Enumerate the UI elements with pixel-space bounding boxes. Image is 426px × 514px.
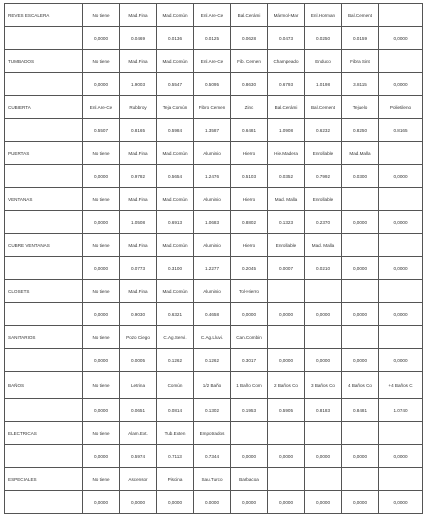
factor-value: 0.1262 — [157, 349, 194, 372]
option-label: 1/2 Baño — [194, 372, 231, 399]
section-value-row — [5, 165, 423, 188]
option-label — [342, 468, 379, 491]
factor-value: 0,0000 — [120, 491, 157, 514]
option-label: No tiene — [83, 326, 120, 349]
factor-value: 0.0136 — [157, 27, 194, 50]
factor-value: 0.0469 — [120, 27, 157, 50]
factor-value: 1.3587 — [194, 119, 231, 142]
option-label: Aluminio — [194, 188, 231, 211]
factor-value: 0.0773 — [120, 257, 157, 280]
option-label — [379, 4, 423, 27]
factor-value: 0.6321 — [157, 303, 194, 326]
option-label: Letrina — [120, 372, 157, 399]
factor-value: 0,0000 — [231, 445, 268, 468]
section-name: CUBRE VENTANAS — [5, 234, 83, 257]
empty-cell — [5, 349, 83, 372]
option-label: Mad.Fina — [120, 142, 157, 165]
option-label: Ascensor — [120, 468, 157, 491]
factor-value: 0,0000 — [157, 491, 194, 514]
factor-value: 0,0000 — [83, 165, 120, 188]
option-label: Barbacoa — [231, 468, 268, 491]
option-label: Bal.Cerámi — [231, 4, 268, 27]
section-value-row — [5, 303, 423, 326]
option-label: Empotrados — [194, 422, 231, 445]
option-label: Bal.Cerámi — [268, 96, 305, 119]
factor-value: 0,0000 — [83, 303, 120, 326]
option-label: Tub.Exten — [157, 422, 194, 445]
section-label-row — [5, 188, 423, 211]
factor-value: 0,0000 — [83, 491, 120, 514]
option-label: No tiene — [83, 142, 120, 165]
option-label — [379, 326, 423, 349]
factor-value: 0,0000 — [305, 349, 342, 372]
factor-value: 0.8630 — [231, 73, 268, 96]
factor-value: 1.0508 — [120, 211, 157, 234]
option-label: Tejuelo — [342, 96, 379, 119]
factor-value: 0.0159 — [342, 27, 379, 50]
factor-value: 0,0000 — [379, 211, 423, 234]
factor-value: 1.2277 — [194, 257, 231, 280]
option-label: Zinc — [231, 96, 268, 119]
section-name: VENTANAS — [5, 188, 83, 211]
factor-value: 0.8250 — [342, 119, 379, 142]
section-name: SANITARIOS — [5, 326, 83, 349]
factor-value: 0.9782 — [120, 165, 157, 188]
factor-value: 1.9003 — [120, 73, 157, 96]
section-label-row — [5, 50, 423, 73]
option-label — [342, 422, 379, 445]
option-label: No tiene — [83, 50, 120, 73]
option-label: Mad. Malla — [268, 188, 305, 211]
option-label: No tiene — [83, 4, 120, 27]
factor-value: 0.8165 — [379, 119, 423, 142]
option-label: Pozo Ciego — [120, 326, 157, 349]
option-label — [268, 326, 305, 349]
option-label — [379, 280, 423, 303]
option-label: Mad.Fina — [120, 188, 157, 211]
option-label: Enrollable — [305, 188, 342, 211]
factor-value: 0,0000 — [231, 303, 268, 326]
option-label: 4 Baños Co — [342, 372, 379, 399]
option-label — [305, 280, 342, 303]
empty-cell — [5, 73, 83, 96]
option-label: Alam.Ext. — [120, 422, 157, 445]
factor-value: 0,0000 — [83, 257, 120, 280]
option-label: Piscina — [157, 468, 194, 491]
option-label: +4 Baños C — [379, 372, 423, 399]
factor-value: 0,0000 — [379, 349, 423, 372]
factor-value: 0.0005 — [120, 349, 157, 372]
factor-value: 0,0000 — [83, 349, 120, 372]
empty-cell — [5, 257, 83, 280]
factor-value: 0,0000 — [83, 399, 120, 422]
section-value-row — [5, 399, 423, 422]
section-value-row — [5, 491, 423, 514]
factor-value: 1.0908 — [268, 119, 305, 142]
option-label: Hierro — [231, 142, 268, 165]
option-label: Enl.Are-Ce — [194, 4, 231, 27]
section-label-row — [5, 468, 423, 491]
option-label: No tiene — [83, 372, 120, 399]
factor-value: 0,0000 — [83, 445, 120, 468]
option-label: Mad.Común — [157, 234, 194, 257]
option-label — [379, 468, 423, 491]
option-label — [342, 326, 379, 349]
empty-cell — [5, 445, 83, 468]
option-label: Bal.Cement — [342, 4, 379, 27]
option-label: No tiene — [83, 188, 120, 211]
option-label: Aluminio — [194, 142, 231, 165]
section-label-row — [5, 142, 423, 165]
factor-value: 0,0000 — [83, 211, 120, 234]
option-label — [342, 188, 379, 211]
section-value-row — [5, 119, 423, 142]
option-label: Mad. Malla — [305, 234, 342, 257]
factor-value: 0.5654 — [157, 165, 194, 188]
factor-value: 1.0198 — [305, 73, 342, 96]
option-label: Teja Común — [157, 96, 194, 119]
factor-value: 0,0000 — [231, 491, 268, 514]
option-label: No tiene — [83, 468, 120, 491]
factor-value: 0.8165 — [120, 119, 157, 142]
option-label: No tiene — [83, 280, 120, 303]
option-label — [268, 422, 305, 445]
factor-value: 3.8115 — [342, 73, 379, 96]
option-label: Común — [157, 372, 194, 399]
factor-value: 0.1323 — [268, 211, 305, 234]
option-label: Aluminio — [194, 234, 231, 257]
option-label — [342, 234, 379, 257]
option-label: Enduco — [305, 50, 342, 73]
factor-value: 0.0125 — [194, 27, 231, 50]
option-label — [305, 468, 342, 491]
factor-value: 0.7113 — [157, 445, 194, 468]
option-label: Enl.Are-Ce — [194, 50, 231, 73]
factor-value: 0.5103 — [231, 165, 268, 188]
factor-value: 0.2370 — [305, 211, 342, 234]
option-label: C.Ag.Servi. — [157, 326, 194, 349]
factor-value: 0.1262 — [194, 349, 231, 372]
factor-value: 0.6793 — [268, 73, 305, 96]
option-label: No tiene — [83, 234, 120, 257]
factor-value: 0.1302 — [194, 399, 231, 422]
factor-value: 0.0300 — [342, 165, 379, 188]
factor-value: 0,0000 — [268, 303, 305, 326]
factor-value: 0.6481 — [231, 119, 268, 142]
factor-value: 0.0814 — [157, 399, 194, 422]
option-label: Enl.Are-Ce — [83, 96, 120, 119]
section-label-row — [5, 326, 423, 349]
factor-value: 0,0000 — [342, 349, 379, 372]
option-label: Mad.Malla — [342, 142, 379, 165]
empty-cell — [5, 303, 83, 326]
factor-value: 0,0000 — [379, 73, 423, 96]
empty-cell — [5, 211, 83, 234]
factor-value: 0,0000 — [83, 73, 120, 96]
factor-value: 0,0000 — [305, 303, 342, 326]
factor-value: 0,0000 — [379, 491, 423, 514]
empty-cell — [5, 27, 83, 50]
section-label-row — [5, 4, 423, 27]
option-label: 3 Baños Co — [305, 372, 342, 399]
option-label — [305, 422, 342, 445]
factor-value: 0.3017 — [231, 349, 268, 372]
factor-value: 0.2045 — [231, 257, 268, 280]
factor-value: 0.0473 — [268, 27, 305, 50]
option-label — [379, 142, 423, 165]
factor-value: 0.7992 — [305, 165, 342, 188]
option-label: Mad.Fina — [120, 4, 157, 27]
factor-value: 0.5984 — [157, 119, 194, 142]
option-label: Mad.Común — [157, 4, 194, 27]
factor-value: 0.8802 — [231, 211, 268, 234]
factor-value: 0.3100 — [157, 257, 194, 280]
option-label: Bal.Cement — [305, 96, 342, 119]
option-label: Aluminio — [194, 280, 231, 303]
option-label: Mármol-Mar — [268, 4, 305, 27]
section-name: REVES ESCALERA — [5, 4, 83, 27]
factor-value: 0.5095 — [194, 73, 231, 96]
option-label: Fibra Sint — [342, 50, 379, 73]
option-label: Mad.Común — [157, 280, 194, 303]
factor-value: 0,0000 — [379, 257, 423, 280]
option-label: Mad.Común — [157, 50, 194, 73]
factor-value: 0.6913 — [157, 211, 194, 234]
section-name: PUERTAS — [5, 142, 83, 165]
factor-value: 0.0250 — [305, 27, 342, 50]
option-label: Fibro Cemen — [194, 96, 231, 119]
section-label-row — [5, 372, 423, 399]
factor-value: 0,0000 — [342, 211, 379, 234]
option-label: Mad.Fina — [120, 280, 157, 303]
option-label: Mad.Común — [157, 188, 194, 211]
factor-value: 0,0000 — [305, 491, 342, 514]
option-label: Enrollable — [268, 234, 305, 257]
factor-value: 0,0000 — [83, 27, 120, 50]
option-label: Enrollable — [305, 142, 342, 165]
factor-value: 0.8183 — [305, 399, 342, 422]
option-label — [379, 422, 423, 445]
option-label — [379, 188, 423, 211]
factor-value: 0.0628 — [231, 27, 268, 50]
option-label: Fib. Cemen — [231, 50, 268, 73]
section-value-row — [5, 73, 423, 96]
option-label: 2 Baños Co — [268, 372, 305, 399]
factor-value: 0,0000 — [379, 27, 423, 50]
option-label — [379, 50, 423, 73]
option-label: Mad.Fina — [120, 50, 157, 73]
option-label: C.Ag.Lluvi. — [194, 326, 231, 349]
empty-cell — [5, 491, 83, 514]
factor-value: 1.2476 — [194, 165, 231, 188]
section-name: ELECTRICAS — [5, 422, 83, 445]
option-label: Hierro — [231, 234, 268, 257]
section-label-row — [5, 280, 423, 303]
option-label — [268, 468, 305, 491]
option-label: Champeado — [268, 50, 305, 73]
factor-value: 1.0683 — [194, 211, 231, 234]
factor-value: 0,0000 — [342, 257, 379, 280]
option-label: Mad.Común — [157, 142, 194, 165]
option-label: Can.Combin — [231, 326, 268, 349]
option-label — [379, 234, 423, 257]
factor-value: 0,0000 — [379, 165, 423, 188]
option-label: Sau.Turco — [194, 468, 231, 491]
factor-value: 0.0210 — [305, 257, 342, 280]
factor-value: 0.0007 — [268, 257, 305, 280]
section-value-row — [5, 27, 423, 50]
factor-value: 0.8481 — [342, 399, 379, 422]
factor-value: 0.7344 — [194, 445, 231, 468]
option-label: Mad.Fina — [120, 234, 157, 257]
factor-value: 0.5974 — [120, 445, 157, 468]
factor-value: 0,0000 — [342, 445, 379, 468]
option-label: Hierro — [231, 188, 268, 211]
empty-cell — [5, 165, 83, 188]
section-label-row — [5, 234, 423, 257]
factor-value: 0.6232 — [305, 119, 342, 142]
factor-value: 0,0000 — [268, 491, 305, 514]
section-name: CLOSETS — [5, 280, 83, 303]
option-label: Tol-Hierro — [231, 280, 268, 303]
factor-value: 0,0000 — [342, 491, 379, 514]
factor-value: 0,0000 — [379, 445, 423, 468]
empty-cell — [5, 119, 83, 142]
section-label-row — [5, 422, 423, 445]
section-value-row — [5, 211, 423, 234]
option-label — [268, 280, 305, 303]
factor-value: 0.0000 — [194, 491, 231, 514]
factor-value: 0,0000 — [379, 303, 423, 326]
factor-value: 0.5507 — [83, 119, 120, 142]
factor-value: 0.4658 — [194, 303, 231, 326]
section-label-row — [5, 96, 423, 119]
section-value-row — [5, 257, 423, 280]
section-value-row — [5, 445, 423, 468]
section-name: ESPECIALES — [5, 468, 83, 491]
factor-value: 1.0740 — [379, 399, 423, 422]
factor-value: 0,0000 — [342, 303, 379, 326]
factor-value: 0,0000 — [268, 349, 305, 372]
factor-value: 0.5905 — [268, 399, 305, 422]
option-label — [231, 422, 268, 445]
option-label: Hie.Madera — [268, 142, 305, 165]
factor-value: 0.0352 — [268, 165, 305, 188]
section-name: CUBIERTA — [5, 96, 83, 119]
factors-table — [4, 3, 423, 514]
option-label: 1 Baño Com — [231, 372, 268, 399]
section-name: BAÑOS — [5, 372, 83, 399]
factor-value: 0.5547 — [157, 73, 194, 96]
factor-value: 0,0000 — [268, 445, 305, 468]
option-label: Rubbroy — [120, 96, 157, 119]
factor-value: 0.9030 — [120, 303, 157, 326]
option-label: Polietileno — [379, 96, 423, 119]
factor-value: 0.1953 — [231, 399, 268, 422]
empty-cell — [5, 399, 83, 422]
section-value-row — [5, 349, 423, 372]
option-label — [305, 326, 342, 349]
option-label: No tiene — [83, 422, 120, 445]
factor-value: 0.0651 — [120, 399, 157, 422]
option-label — [342, 280, 379, 303]
factor-value: 0,0000 — [305, 445, 342, 468]
option-label: Enl.Horman — [305, 4, 342, 27]
section-name: TUMBADOS — [5, 50, 83, 73]
